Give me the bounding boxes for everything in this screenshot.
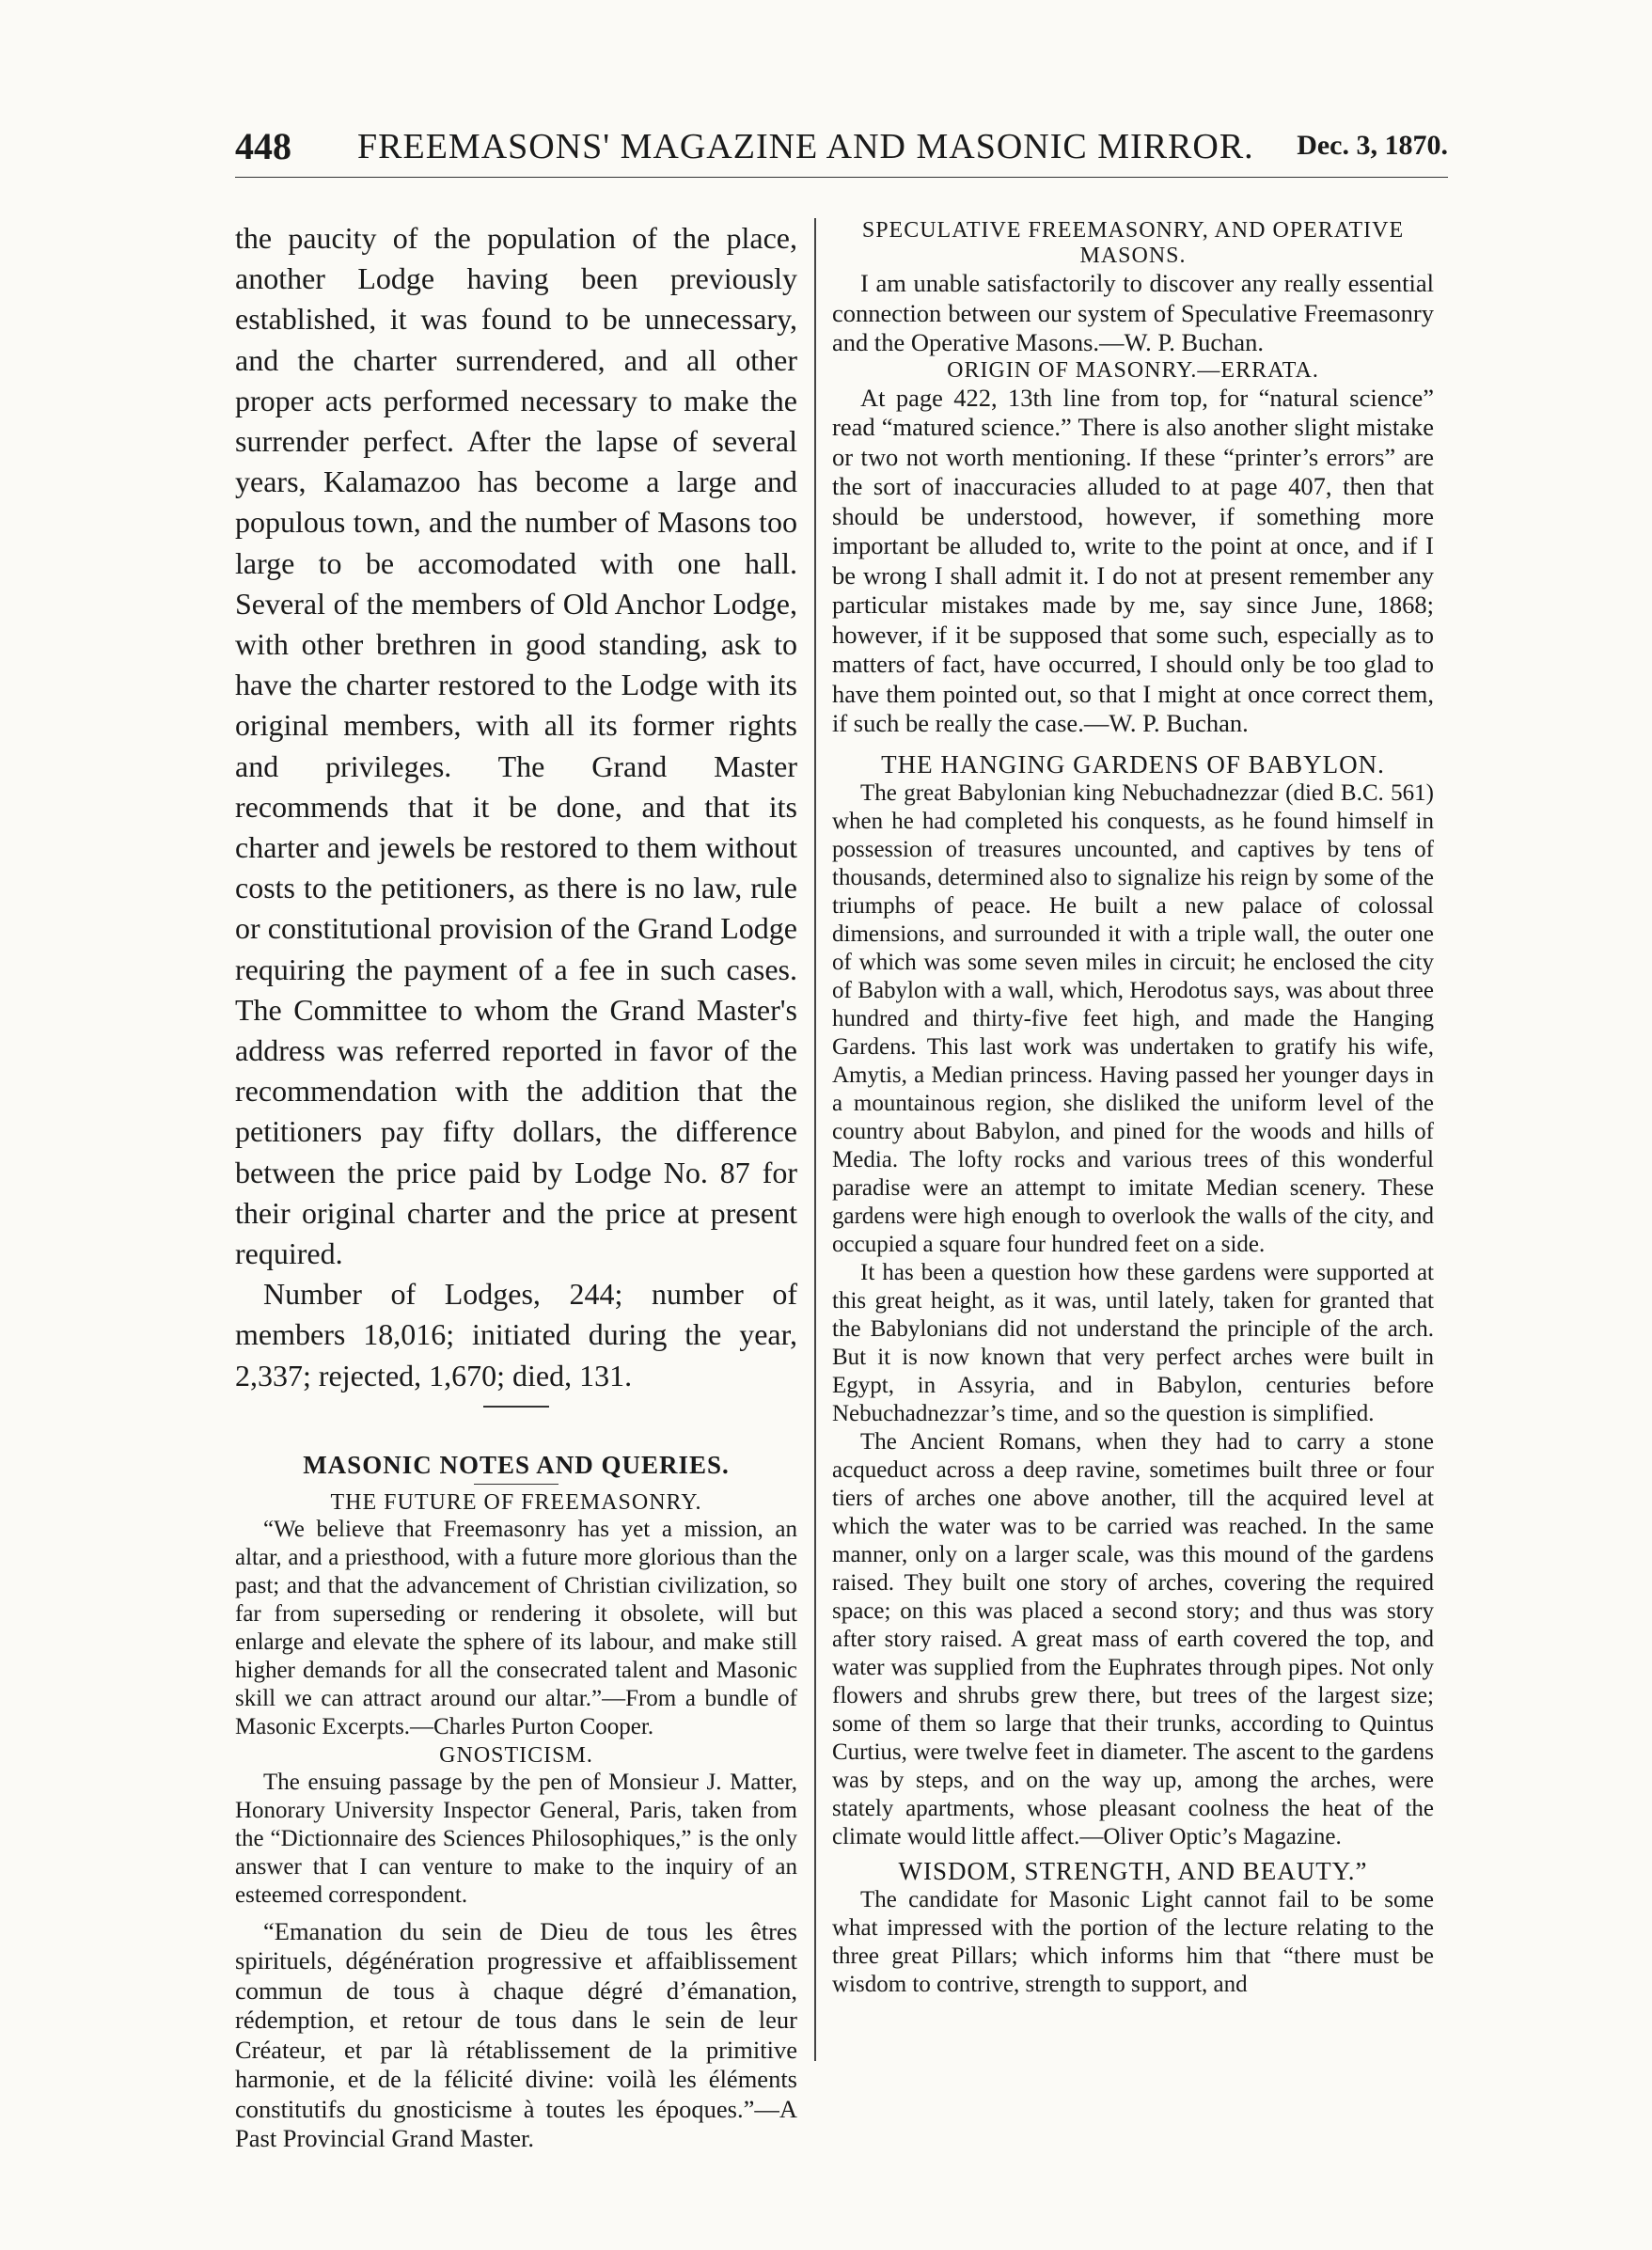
page-header <box>235 124 1448 181</box>
left-column <box>235 218 797 2154</box>
magazine-title: FREEMASONS' MAGAZINE AND MASONIC MIRROR. <box>357 127 1254 166</box>
gardens-paragraph-1: The great Babylonian king Nebuchadnezzar (died B.C. 561) when he had completed his conquests, as he found himself in possession of treasures uncounted, and captives by tens of thousands, determined also to signalize his reign by some of the triumphs of peace. He built a new palace of colossal dimensions, and surrounded it with a triple wall, the outer one of which was some seven miles in circuit; he enclosed the city of Babylon with a wall, which, Herodotus says, was about three hundred and thirty-five feet high, and made the Hanging Gardens. This last work was undertaken to gratify his wife, Amytis, a Median princess. Having passed her younger days in a mountainous region, she disliked the uniform level of the country about Babylon, and pined for the woods and hills of Media. The lofty rocks and various trees of this wonderful paradise were an attempt to imitate Median scenery. These gardens were high enough to overlook the walls of the city, and occupied a square four hundred feet on a side. <box>832 779 1434 1257</box>
column-divider <box>814 218 816 2061</box>
lodge-statistics-paragraph: Number of Lodges, 244; number of members 18,016; initiated during the year, 2,337; rejected, 1,670; died, 131. <box>235 1277 797 1392</box>
gardens-paragraph-3: The Ancient Romans, when they had to carry a stone acqueduct across a deep ravine, sometimes built three or four tiers of arches one above another, till the acquired level at which the water was to be carried was reached. In the same manner, only on a larger scale, was this mound of the gardens raised. They built one story of arches, covering the required space; on this was placed a second story; and thus was story after story raised. A great mass of earth covered the top, and water was supplied from the Euphrates through pipes. Not only flowers and shrubs grew there, but trees of the largest size; some of them so large that their trunks, according to Quintus Curtius, were twelve feet in diameter. The ascent to the gardens was by steps, and on the way up, among the arches, were stately apartments, whose pleasant coolness the heat of the climate would little affect.—Oliver Optic’s Magazine. <box>832 1428 1434 1849</box>
gnosticism-heading: GNOSTICISM. <box>439 1742 593 1768</box>
wisdom-text: The candidate for Masonic Light cannot fail to be some what impressed with the portion of the lecture relating to the three great Pillars; which informs him that “there must be wisdom to contrive, strength to support, and <box>832 1886 1434 1997</box>
future-heading: THE FUTURE OF FREEMASONRY. <box>330 1489 702 1515</box>
speculative-text: I am unable satisfactorily to discover any really essential connection between our system of Speculative Freemasonry and the Operative Masons.—W. P. Buchan. <box>832 269 1434 356</box>
heading-rule <box>474 1484 559 1485</box>
speculative-heading: SPECULATIVE FREEMASONRY, AND OPERATIVE MASONS. <box>861 218 1405 268</box>
gardens-paragraph-2: It has been a question how these gardens were supported at this great height, as it was, until lately, taken for granted that the Babylonians did not understand the principle of the arch. But it is now known that very perfect arches were built in Egypt, in Assyria, and in Babylon, centuries before Nebuchadnezzar’s time, and so the question is simplified. <box>832 1259 1434 1426</box>
wisdom-heading: WISDOM, STRENGTH, AND BEAUTY.” <box>898 1856 1368 1885</box>
french-quote: “Emanation du sein de Dieu de tous les êtres spirituels, dégénération progressive et affaiblissement commun de tous à chaque dégré d’émanation, rédemption, et retour de tous dans le sein de leur Créateur, et par là rétablissement de la primitive harmonie, et de la félicité divine: voilà les éléments constitutifs du gnosticisme à toutes les époques.”—A Past Provincial Grand Master. <box>235 1916 797 2153</box>
origin-text: At page 422, 13th line from top, for “natural science” read “matured science.” There is also another slight mistake or two not worth mentioning. If these “printer’s errors” are the sort of inaccuracies alluded to at page 407, then that should be understood, however, if something more important be alluded to, write to the point at once, and if I be wrong I shall admit it. I do not at present remember any particular mistakes made by me, say since June, 1868; however, if it be supposed that some such, especially as to matters of fact, have occurred, I should only be too glad to have them pointed out, so that I might at once correct them, if such be really the case.—W. P. Buchan. <box>832 383 1434 737</box>
kalamazoo-paragraph: the paucity of the population of the place, another Lodge having been previously established, it was found to be unnecessary, and the charter surrendered, and all other proper acts performed necessary to make the surrender perfect. After the lapse of several years, Kalamazoo has become a large and populous town, and the number of Masons too large to be accomodated with one hall. Several of the members of Old Anchor Lodge, with other brethren in good standing, ask to have the charter restored to the Lodge with its original members, with all its former rights and privileges. The Grand Master recommends that it be done, and that its charter and jewels be restored to them without costs to the petitioners, as there is no law, rule or constitutional provision of the Grand Lodge requiring the payment of a fee in such cases. The Committee to whom the Grand Master's address was referred reported in favor of the recommendation with the addition that the petitioners pay fifty dollars, the difference between the price paid by Lodge No. 87 for their original charter and the price at present required. <box>235 221 797 1271</box>
right-column <box>832 218 1434 1999</box>
section-heading: MASONIC NOTES AND QUERIES. <box>303 1450 730 1479</box>
page-number: 448 <box>235 125 291 167</box>
issue-date: Dec. 3, 1870. <box>1297 130 1448 161</box>
origin-heading: ORIGIN OF MASONRY.—ERRATA. <box>947 357 1319 383</box>
section-rule <box>483 1406 549 1408</box>
header-rule <box>235 177 1448 178</box>
gardens-heading: THE HANGING GARDENS OF BABYLON. <box>881 749 1385 779</box>
future-text: “We believe that Freemasonry has yet a mission, an altar, and a priesthood, with a future more glorious than the past; and that the advancement of Christian civilization, so far from superseding or rendering it obsolete, will but enlarge and elevate the sphere of its labour, and make still higher demands for all the consecrated talent and Masonic skill we can attract around our altar.”—From a bundle of Masonic Excerpts.—Charles Purton Cooper. <box>235 1516 797 1739</box>
gnosticism-text: The ensuing passage by the pen of Monsieur J. Matter, Honorary University Inspector General, Paris, taken from the “Dictionnaire des Sciences Philosophiques,” is the only answer that I can venture to make to the inquiry of an esteemed correspondent. <box>235 1769 797 1908</box>
